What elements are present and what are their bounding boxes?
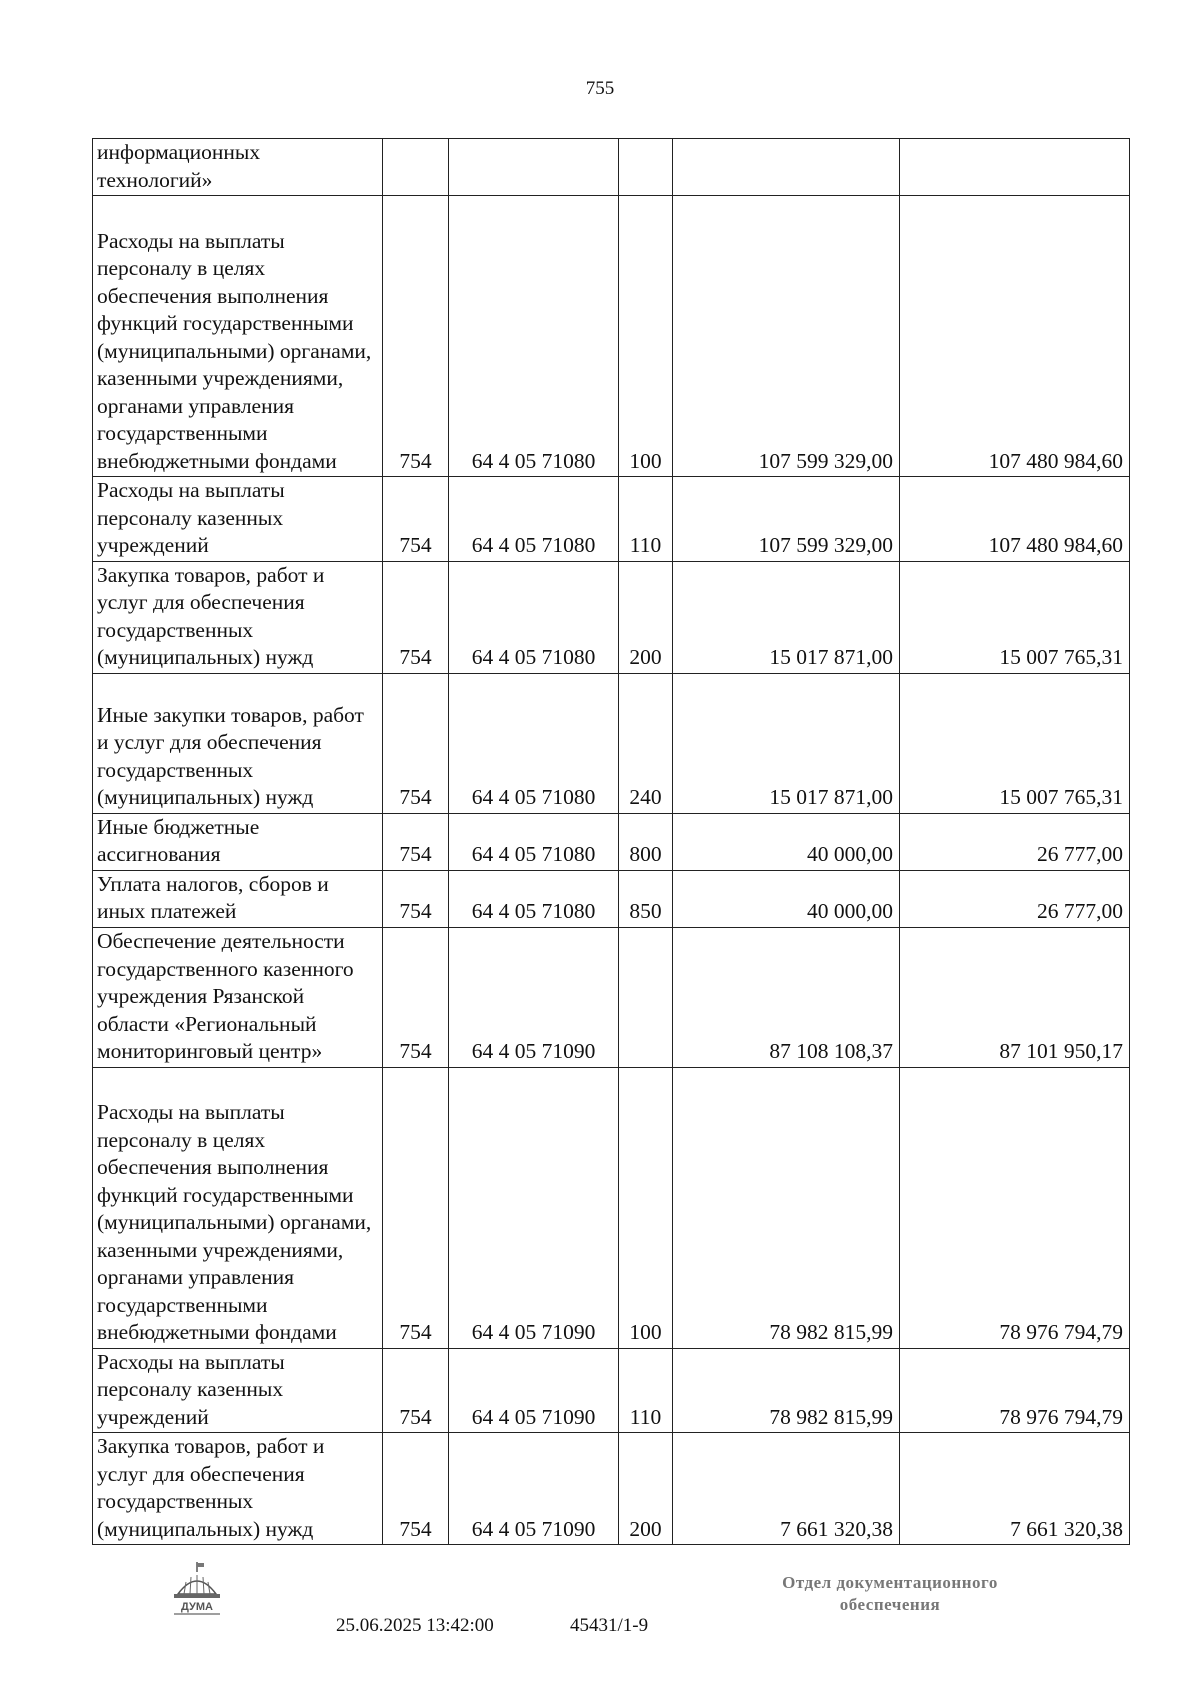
row-name: Закупка товаров, работ и услуг для обеспечения государственных (муниципальных) нужд [93, 561, 383, 673]
row-name: информационных технологий» [93, 139, 383, 196]
logo-lettering: ДУМА [181, 1601, 213, 1613]
print-datetime: 25.06.2025 13:42:00 [336, 1615, 494, 1636]
row-csr: 64 4 05 71080 [449, 477, 619, 562]
row-sum-plan: 107 599 329,00 [673, 196, 900, 477]
row-sum-fact: 78 976 794,79 [900, 1067, 1130, 1348]
page-number: 755 [585, 78, 615, 99]
row-name: Расходы на выплаты персоналу в целях обеспечения выполнения функций государственными (муниципальными) органами, казенными учреждениями, органами управления государственными внебюджетными фондами [93, 1067, 383, 1348]
row-sum-fact: 107 480 984,60 [900, 196, 1130, 477]
table-row [93, 813, 1130, 870]
row-name: Иные бюджетные ассигнования [93, 813, 383, 870]
row-sum-fact: 26 777,00 [900, 813, 1130, 870]
document-number: 45431/1-9 [570, 1615, 649, 1636]
budget-table [92, 138, 1130, 1545]
table-row [93, 139, 1130, 196]
row-name: Закупка товаров, работ и услуг для обеспечения государственных (муниципальных) нужд [93, 1433, 383, 1545]
table-row [93, 1348, 1130, 1433]
row-csr: 64 4 05 71090 [449, 1433, 619, 1545]
row-sum-fact: 26 777,00 [900, 870, 1130, 927]
row-ved: 754 [383, 1433, 449, 1545]
row-ved: 754 [383, 927, 449, 1067]
row-sum-fact: 15 007 765,31 [900, 673, 1130, 813]
table-row [93, 196, 1130, 477]
row-sum-fact: 15 007 765,31 [900, 561, 1130, 673]
row-vr: 110 [619, 477, 673, 562]
row-name: Обеспечение деятельности государственного казенного учреждения Рязанской области «Региональный мониторинговый центр» [93, 927, 383, 1067]
row-sum-fact [900, 139, 1130, 196]
row-ved: 754 [383, 1067, 449, 1348]
row-csr: 64 4 05 71080 [449, 813, 619, 870]
row-ved: 754 [383, 813, 449, 870]
row-csr: 64 4 05 71090 [449, 927, 619, 1067]
page-footer [0, 1560, 1200, 1670]
row-ved: 754 [383, 673, 449, 813]
department-stamp [730, 1572, 1050, 1616]
row-vr: 200 [619, 1433, 673, 1545]
row-sum-plan: 78 982 815,99 [673, 1067, 900, 1348]
row-name: Иные закупки товаров, работ и услуг для обеспечения государственных (муниципальных) нужд [93, 673, 383, 813]
row-sum-plan [673, 139, 900, 196]
row-csr: 64 4 05 71090 [449, 1067, 619, 1348]
row-name: Расходы на выплаты персоналу казенных учреждений [93, 1348, 383, 1433]
row-sum-fact: 78 976 794,79 [900, 1348, 1130, 1433]
row-ved [383, 139, 449, 196]
row-vr: 240 [619, 673, 673, 813]
row-csr: 64 4 05 71080 [449, 196, 619, 477]
row-vr: 100 [619, 196, 673, 477]
row-sum-plan: 78 982 815,99 [673, 1348, 900, 1433]
table-row [93, 927, 1130, 1067]
row-sum-fact: 7 661 320,38 [900, 1433, 1130, 1545]
row-csr: 64 4 05 71080 [449, 561, 619, 673]
table-row [93, 1067, 1130, 1348]
row-sum-plan: 107 599 329,00 [673, 477, 900, 562]
stamp-line-2: обеспечения [839, 1595, 941, 1614]
row-ved: 754 [383, 561, 449, 673]
row-name: Расходы на выплаты персоналу в целях обеспечения выполнения функций государственными (муниципальными) органами, казенными учреждениями, органами управления государственными внебюджетными фондами [93, 196, 383, 477]
row-sum-fact: 107 480 984,60 [900, 477, 1130, 562]
row-csr [449, 139, 619, 196]
table-row [93, 870, 1130, 927]
table-row [93, 1433, 1130, 1545]
row-vr: 850 [619, 870, 673, 927]
row-sum-plan: 15 017 871,00 [673, 673, 900, 813]
row-sum-plan: 15 017 871,00 [673, 561, 900, 673]
stamp-line-1: Отдел документационного [782, 1573, 998, 1592]
row-vr: 200 [619, 561, 673, 673]
row-vr [619, 927, 673, 1067]
row-name: Уплата налогов, сборов и иных платежей [93, 870, 383, 927]
row-csr: 64 4 05 71080 [449, 870, 619, 927]
row-sum-plan: 40 000,00 [673, 813, 900, 870]
row-ved: 754 [383, 196, 449, 477]
row-vr: 100 [619, 1067, 673, 1348]
row-vr: 800 [619, 813, 673, 870]
row-ved: 754 [383, 870, 449, 927]
table-row [93, 673, 1130, 813]
table-row [93, 477, 1130, 562]
row-ved: 754 [383, 477, 449, 562]
row-vr: 110 [619, 1348, 673, 1433]
row-vr [619, 139, 673, 196]
row-sum-plan: 87 108 108,37 [673, 927, 900, 1067]
row-ved: 754 [383, 1348, 449, 1433]
duma-logo-icon [168, 1560, 226, 1618]
table-row [93, 561, 1130, 673]
row-sum-plan: 7 661 320,38 [673, 1433, 900, 1545]
row-sum-fact: 87 101 950,17 [900, 927, 1130, 1067]
row-name: Расходы на выплаты персоналу казенных учреждений [93, 477, 383, 562]
row-csr: 64 4 05 71080 [449, 673, 619, 813]
row-sum-plan: 40 000,00 [673, 870, 900, 927]
row-csr: 64 4 05 71090 [449, 1348, 619, 1433]
